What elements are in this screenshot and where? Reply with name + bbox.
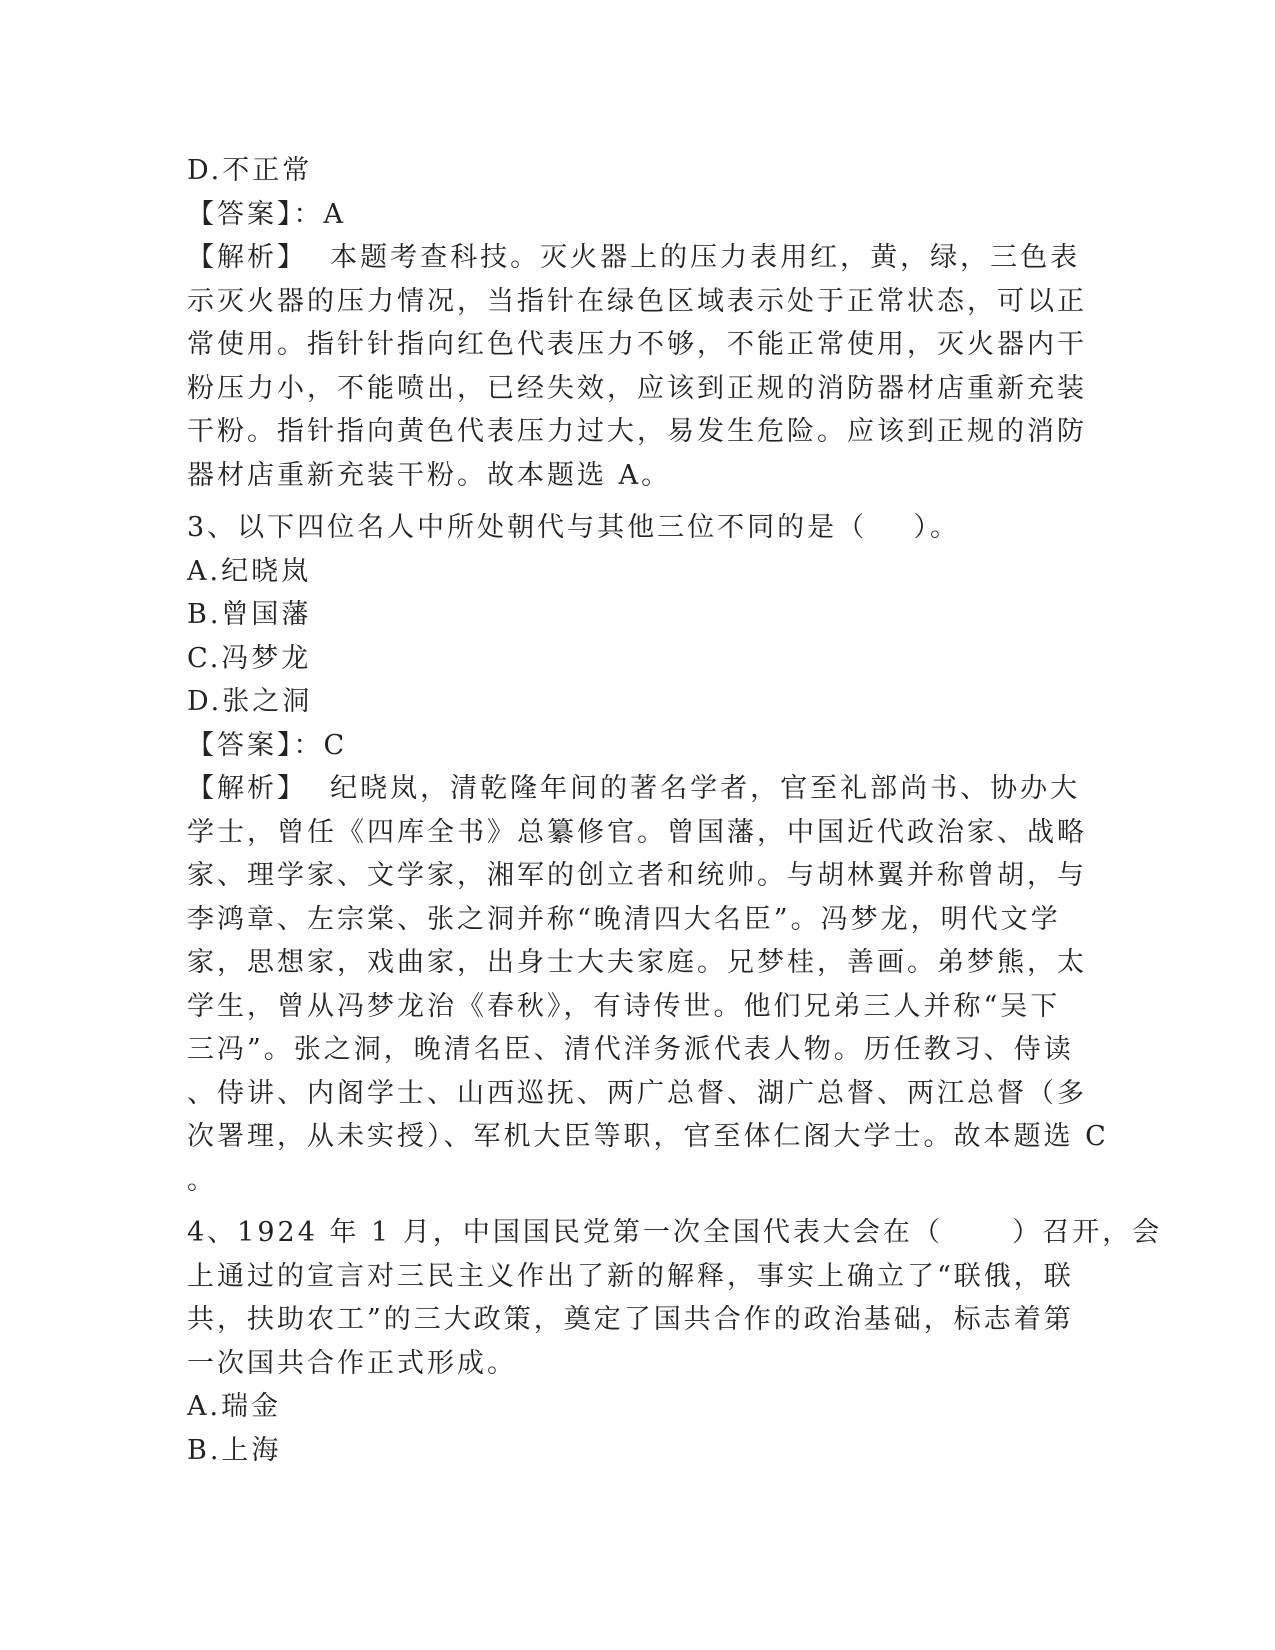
q2-answer-label: 【答案】 [187,198,294,230]
q3-answer-sep: ： [293,729,324,761]
q2-analysis-text: 器材店重新充装干粉。故本题选 A。 [187,459,672,491]
q2-answer-line [187,193,1089,237]
q3-analysis-text: 纪晓岚，清乾隆年间的著名学者，官至礼部尚书、协办大 [330,773,1081,804]
q2-answer-value: A [323,198,346,230]
q3-analysis-line [187,767,1089,811]
q2-answer-sep: ： [293,198,324,230]
q3-analysis-text: 、侍讲、内阁学士、山西巡抚、两广总督、湖广总督、两江总督（多 [187,1077,1087,1109]
document-body [187,149,1163,1472]
q2-analysis-text: 常使用。指针针指向红色代表压力不够，不能正常使用，灭火器内干 [187,329,1087,360]
q4-question: 一次国共合作正式形成。 [187,1347,517,1379]
q3-answer-line [187,724,1089,768]
q2-option-d: D.不正常 [187,155,313,186]
q4-question: 4、1924 年 1 月，中国国民党第一次全国代表大会在（ ）召开，会 [187,1217,1163,1248]
q3-analysis-text: 学士，曾任《四库全书》总纂修官。曾国藩，中国近代政治家、战略 [187,816,1087,848]
q2-analysis-text: 粉压力小，不能喷出，已经失效，应该到正规的消防器材店重新充装 [187,372,1087,404]
q3-question: 3、以下四位名人中所处朝代与其他三位不同的是（ ）。 [187,512,961,543]
q2-analysis-text: 示灭火器的压力情况，当指针在绿色区域表示处于正常状态，可以正 [187,285,1087,317]
q2-analysis-text: 本题考查科技。灭火器上的压力表用红，黄，绿，三色表 [330,242,1081,273]
q3-analysis-text: 学生，曾从冯梦龙治《春秋》，有诗传世。他们兄弟三人并称“吴下 [187,990,1061,1022]
q3-answer-value: C [323,729,348,761]
q3-analysis-label: 【解析】 [187,773,307,804]
q3-analysis-text: 家、理学家、文学家，湘军的创立者和统帅。与胡林翼并称曾胡，与 [187,860,1087,891]
q4-question: 共，扶助农工”的三大政策，奠定了国共合作的政治基础，标志着第 [187,1304,1074,1335]
q3-analysis-text: 三冯”。张之洞，晚清名臣、清代洋务派代表人物。历任教习、侍读 [187,1034,1074,1065]
q3-option-b: B.曾国藩 [187,599,312,630]
q3-answer-label: 【答案】 [187,729,294,761]
q3-option-a: A.纪晓岚 [187,555,312,587]
q2-analysis-text: 干粉。指针指向黄色代表压力过大，易发生危险。应该到正规的消防 [187,416,1087,447]
q3-analysis-text: 家，思想家，戏曲家，出身士大夫家庭。兄梦桂，善画。弟梦熊，太 [187,947,1087,978]
q4-question: 上通过的宣言对三民主义作出了新的解释，事实上确立了“联俄，联 [187,1260,1074,1292]
q4-option-a: A.瑞金 [187,1391,282,1422]
q3-analysis-text: 李鸿章、左宗棠、张之洞并称“晚清四大名臣”。冯梦龙，明代文学 [187,903,1061,935]
q3-analysis-text: 次署理，从未实授）、军机大臣等职，官至体仁阁大学士。故本题选 C [187,1121,1109,1152]
q3-analysis-text: 。 [187,1164,217,1196]
q4-option-b: B.上海 [187,1434,282,1466]
q3-option-c: C.冯梦龙 [187,642,312,674]
q3-option-d: D.张之洞 [187,686,313,717]
q2-analysis-label: 【解析】 [187,242,307,273]
q2-analysis-line [187,236,1089,280]
